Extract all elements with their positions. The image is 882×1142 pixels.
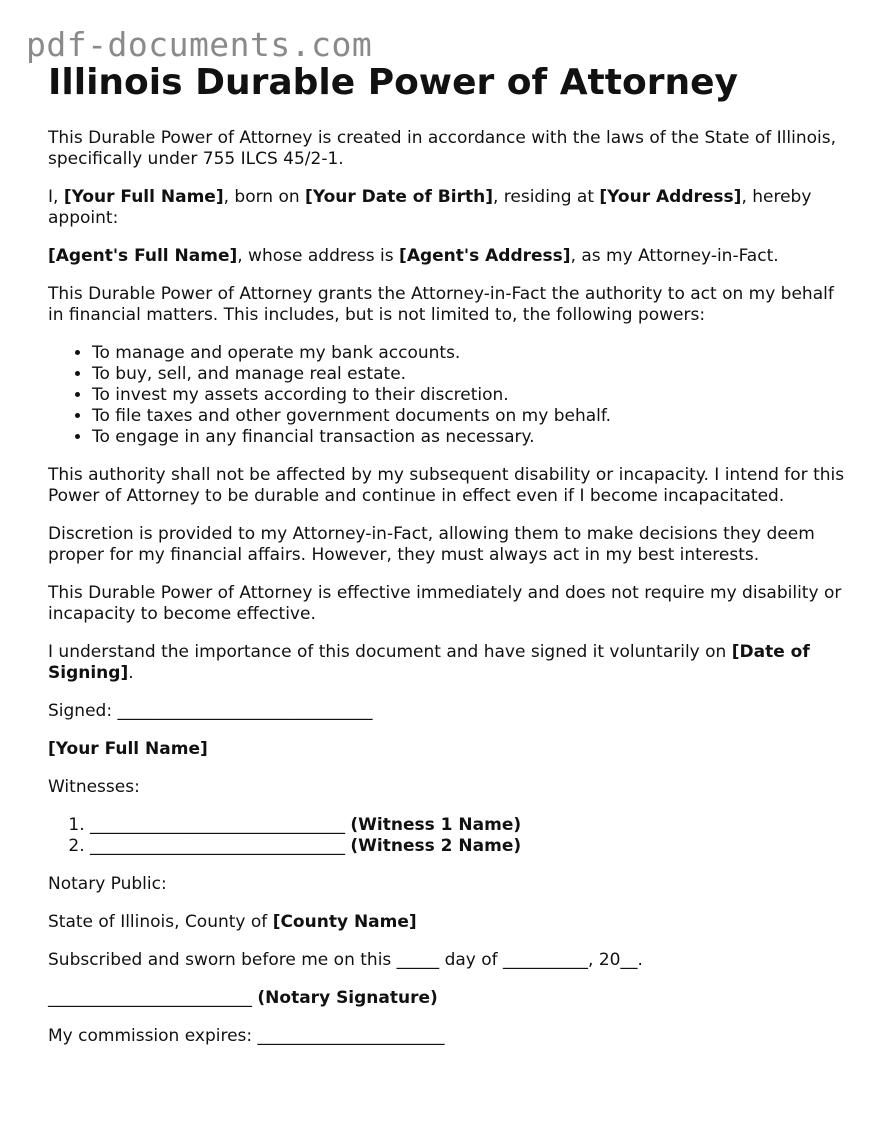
state-text: State of Illinois, County of — [48, 912, 273, 932]
signing-paragraph — [48, 642, 848, 684]
principal-name: [Your Full Name] — [63, 187, 224, 207]
witness-name: (Witness 2 Name) — [350, 836, 522, 856]
agent-paragraph — [48, 246, 848, 267]
residing-text: , residing at — [492, 187, 600, 207]
notary-signature-label: (Notary Signature) — [257, 988, 438, 1008]
county-name: [County Name] — [272, 912, 417, 932]
notary-signature-blank: ________________________ — [48, 988, 252, 1008]
appoint-text: , hereby appoint: — [48, 187, 812, 228]
witness-name: (Witness 1 Name) — [350, 815, 522, 835]
list-item: • To file taxes and other government documents on my behalf. — [92, 406, 848, 427]
list-item: • To engage in any financial transaction as necessary. — [92, 427, 848, 448]
notary-signature-line — [48, 988, 848, 1009]
notary-label: Notary Public: — [48, 874, 167, 894]
agent-address: [Agent's Address] — [399, 246, 571, 266]
list-item: • To buy, sell, and manage real estate. — [92, 364, 848, 385]
powers-list — [48, 343, 848, 448]
signed-line — [48, 701, 848, 722]
durability-paragraph: This authority shall not be affected by my subsequent disability or incapacity. I intend for this Power of Attorney to be durable and continue in effect even if I become incapacitated. — [48, 465, 845, 506]
agent-suffix: , as my Attorney-in-Fact. — [570, 246, 779, 266]
commission-expires-line: My commission expires: ______________________ — [48, 1026, 445, 1046]
notary-county-line — [48, 912, 848, 933]
list-item: • To manage and operate my bank accounts. — [92, 343, 848, 364]
signed-label: Signed: — [48, 701, 118, 721]
signing-date: [Date of Signing] — [48, 642, 810, 683]
principal-prefix: I, — [48, 187, 64, 207]
agent-name: [Agent's Full Name] — [48, 246, 238, 266]
sworn-line: Subscribed and sworn before me on this _____ day of __________, 20__. — [48, 950, 643, 970]
effective-paragraph: This Durable Power of Attorney is effective immediately and does not require my disability or incapacity to become effective. — [48, 583, 842, 624]
witness-item — [90, 836, 848, 857]
grant-paragraph: This Durable Power of Attorney grants the Attorney-in-Fact the authority to act on my behalf in financial matters. This includes, but is not limited to, the following powers: — [48, 284, 834, 325]
discretion-paragraph: Discretion is provided to my Attorney-in-Fact, allowing them to make decisions they deem proper for my financial affairs. However, they must always act in my best interests. — [48, 524, 815, 565]
agent-mid-text: , whose address is — [237, 246, 400, 266]
intro-paragraph: This Durable Power of Attorney is created in accordance with the laws of the State of Illinois, specifically under 755 ILCS 45/2-1. — [48, 128, 836, 169]
signature-blank: ______________________________ — [117, 701, 373, 721]
signer-name: [Your Full Name] — [48, 739, 208, 759]
watermark: pdf-documents.com — [26, 25, 373, 64]
list-item: • To invest my assets according to their discretion. — [92, 385, 848, 406]
principal-dob: [Your Date of Birth] — [305, 187, 493, 207]
signing-end: . — [128, 663, 134, 683]
born-text: , born on — [223, 187, 306, 207]
witness-blank: ______________________________ — [90, 836, 345, 856]
document-body — [48, 62, 848, 1064]
witnesses-label: Witnesses: — [48, 777, 140, 797]
signer-name-line — [48, 739, 848, 760]
witnesses-list — [48, 815, 848, 857]
witness-item — [90, 815, 848, 836]
signing-text: I understand the importance of this document and have signed it voluntarily on — [48, 642, 732, 662]
witness-blank: ______________________________ — [90, 815, 345, 835]
principal-paragraph — [48, 187, 848, 229]
principal-address: [Your Address] — [599, 187, 742, 207]
page-title: Illinois Durable Power of Attorney — [48, 62, 738, 103]
